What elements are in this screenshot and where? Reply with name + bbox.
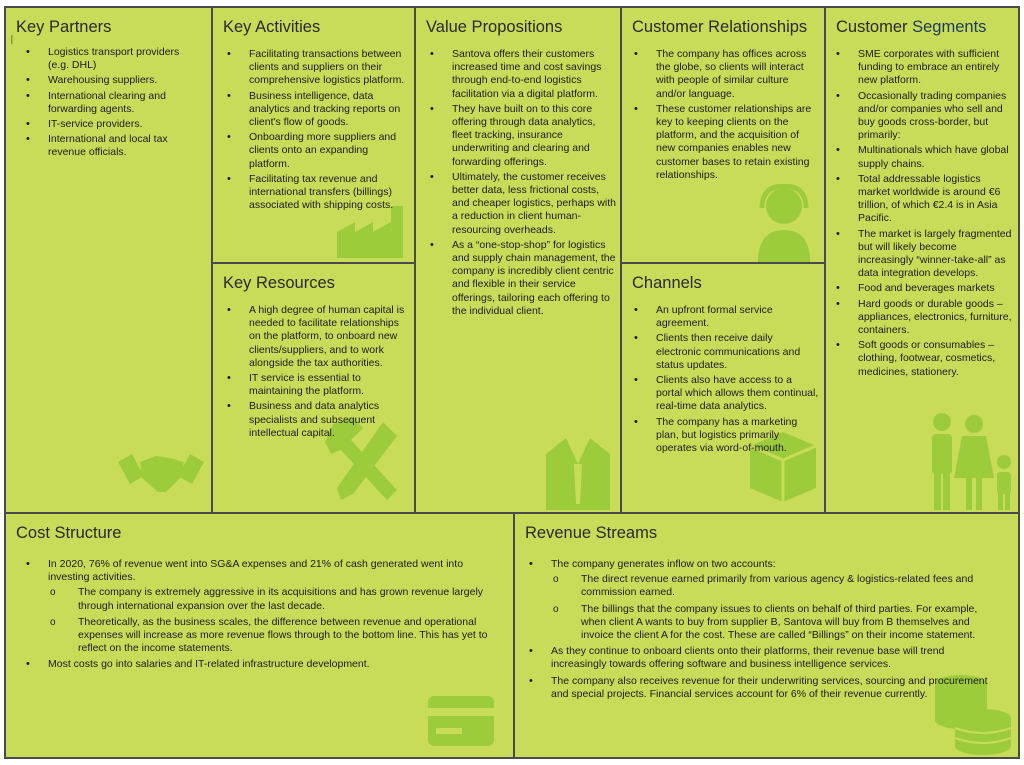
key-resources-list bbox=[227, 304, 411, 442]
list-item: o The company is extremely aggressive in its acquisitions and has grown revenue largely through international expansion over the last decade. bbox=[26, 586, 504, 612]
key-resources-panel bbox=[211, 262, 416, 514]
customer-segments-panel bbox=[824, 6, 1020, 514]
revenue-streams-list bbox=[529, 558, 997, 704]
cost-structure-title: Cost Structure bbox=[16, 524, 122, 542]
list-item: • Business intelligence, data analytics and tracking reports on client's flow of goods. bbox=[227, 90, 411, 130]
key-resources-title: Key Resources bbox=[223, 274, 335, 292]
cost-structure-sublist bbox=[26, 586, 504, 655]
list-item: • Total addressable logistics market worldwide is around €6 trillion, of which €2.4 is in Asia Pacific. bbox=[836, 173, 1014, 226]
list-item: • They have built on to this core offering through data analytics, fleet tracking, insurance underwriting and clearing and forwarding offerings. bbox=[430, 103, 616, 169]
list-item: o The direct revenue earned primarily from various agency & logistics-related fees and commission earned. bbox=[529, 573, 997, 599]
handshake-icon bbox=[118, 448, 204, 498]
key-activities-panel bbox=[211, 6, 416, 264]
list-item: • Santova offers their customers increased time and cost savings through end-to-end logistics facilitation via a digital platform. bbox=[430, 48, 616, 101]
list-item: • Facilitating transactions between clients and suppliers on their comprehensive logistics platform. bbox=[227, 48, 411, 88]
customer-segments-title-part2: Segments bbox=[912, 18, 987, 36]
key-partners-panel bbox=[4, 6, 213, 514]
channels-title: Channels bbox=[632, 274, 702, 292]
channels-list bbox=[634, 304, 820, 457]
list-item: • A high degree of human capital is needed to facilitate relationships on the platform, to onboard new clients/suppliers, and to work alongside the tax authorities. bbox=[227, 304, 411, 370]
list-item: • Clients then receive daily electronic communications and status updates. bbox=[634, 332, 820, 372]
revenue-streams-sublist bbox=[529, 573, 997, 642]
list-item: • Clients also have access to a portal which allows them continual, real-time data analytics. bbox=[634, 374, 820, 414]
key-partners-title: Key Partners bbox=[16, 18, 112, 36]
list-item: • Facilitating tax revenue and international transfers (billings) associated with shipping costs. bbox=[227, 173, 411, 213]
list-item: • IT-service providers. bbox=[26, 118, 202, 131]
list-item: • The company has offices across the globe, so clients will interact with people of similar culture and/or language. bbox=[634, 48, 820, 101]
list-item: • Ultimately, the customer receives better data, less frictional costs, and cheaper logistics, perhaps with a reduction in client human-resourcing overheads. bbox=[430, 171, 616, 237]
cost-structure-list bbox=[26, 558, 504, 675]
customer-segments-title-part1: Customer bbox=[836, 18, 913, 36]
channels-panel bbox=[620, 262, 826, 514]
customer-relationships-list bbox=[634, 48, 820, 184]
value-propositions-list bbox=[430, 48, 616, 320]
headset-agent-icon bbox=[748, 184, 818, 262]
list-item: • Food and beverages markets bbox=[836, 282, 1014, 295]
customer-segments-list bbox=[836, 48, 1014, 381]
list-item: • An upfront formal service agreement. bbox=[634, 304, 820, 330]
list-item: • Logistics transport providers (e.g. DHL) bbox=[26, 46, 202, 72]
customer-relationships-panel bbox=[620, 6, 826, 264]
list-item: o The billings that the company issues to clients on behalf of third parties. For example, when client A wants to buy from supplier B, Santova will buy from B themselves and invoice the client A for the cost. These are called “Billings” on their income statement. bbox=[529, 603, 997, 643]
list-item: • Hard goods or durable goods – appliances, electronics, furniture, containers. bbox=[836, 298, 1014, 338]
list-item: • Most costs go into salaries and IT-related infrastructure development. bbox=[26, 658, 504, 671]
cost-structure-item-1-text: In 2020, 76% of revenue went into SG&A expenses and 21% of cash generated went into investing activities. bbox=[48, 558, 464, 584]
list-item: • SME corporates with sufficient funding to embrace an entirely new platform. bbox=[836, 48, 1014, 88]
list-item: • These customer relationships are key to keeping clients on the platform, and the acquisition of new companies enables new customer bases to retain existing relationships. bbox=[634, 103, 820, 182]
list-item: • The market is largely fragmented but will likely become increasingly “winner-take-all” as data integration develops. bbox=[836, 228, 1014, 281]
customer-relationships-title: Customer Relationships bbox=[632, 18, 808, 36]
list-item: • Business and data analytics specialists and subsequent intellectual capital. bbox=[227, 400, 411, 440]
key-partners-list bbox=[26, 46, 202, 162]
list-item bbox=[26, 558, 504, 655]
list-item: • Warehousing suppliers. bbox=[26, 74, 202, 87]
key-activities-title: Key Activities bbox=[223, 18, 321, 36]
list-item: o Theoretically, as the business scales, the difference between revenue and operational expenses will increase as more revenue flows through to the bottom line. This has yet to reflect on the income statements. bbox=[26, 616, 504, 656]
value-propositions-panel bbox=[414, 6, 622, 514]
list-item: • International and local tax revenue officials. bbox=[26, 133, 202, 159]
revenue-streams-item-1-text: The company generates inflow on two accounts: bbox=[551, 558, 776, 570]
credit-card-icon bbox=[426, 694, 496, 748]
revenue-streams-panel bbox=[513, 512, 1020, 759]
list-item: • As they continue to onboard clients onto their platforms, their revenue base will trend increasingly towards offering software and business intelligence services. bbox=[529, 645, 997, 671]
list-item: • Multinationals which have global supply chains. bbox=[836, 144, 1014, 170]
list-item bbox=[529, 558, 997, 642]
suit-icon bbox=[542, 434, 614, 510]
family-icon bbox=[922, 412, 1018, 512]
list-item: • The company also receives revenue for their underwriting services, sourcing and procurement and special projects. Financial services account for 6% of their revenue currently. bbox=[529, 675, 997, 701]
list-item: • Soft goods or consumables – clothing, footwear, cosmetics, medicines, stationery. bbox=[836, 339, 1014, 379]
list-item: • International clearing and forwarding agents. bbox=[26, 90, 202, 116]
value-propositions-title: Value Propositions bbox=[426, 18, 563, 36]
text-cursor-icon: I bbox=[10, 32, 14, 47]
list-item: • The company has a marketing plan, but logistics primarily operates via word-of-mouth. bbox=[634, 416, 820, 456]
revenue-streams-title: Revenue Streams bbox=[525, 524, 658, 542]
key-activities-list bbox=[227, 48, 411, 214]
customer-segments-title bbox=[836, 18, 986, 37]
list-item: • Onboarding more suppliers and clients onto an expanding platform. bbox=[227, 131, 411, 171]
list-item: • IT service is essential to maintaining the platform. bbox=[227, 372, 411, 398]
list-item: • As a “one-stop-shop” for logistics and supply chain management, the company is incredibly client centric and flexible in their service offerings, tailoring each offering to the individual client. bbox=[430, 239, 616, 318]
list-item: • Occasionally trading companies and/or companies who sell and buy goods cross-border, but primarily: bbox=[836, 90, 1014, 143]
cost-structure-panel bbox=[4, 512, 515, 759]
